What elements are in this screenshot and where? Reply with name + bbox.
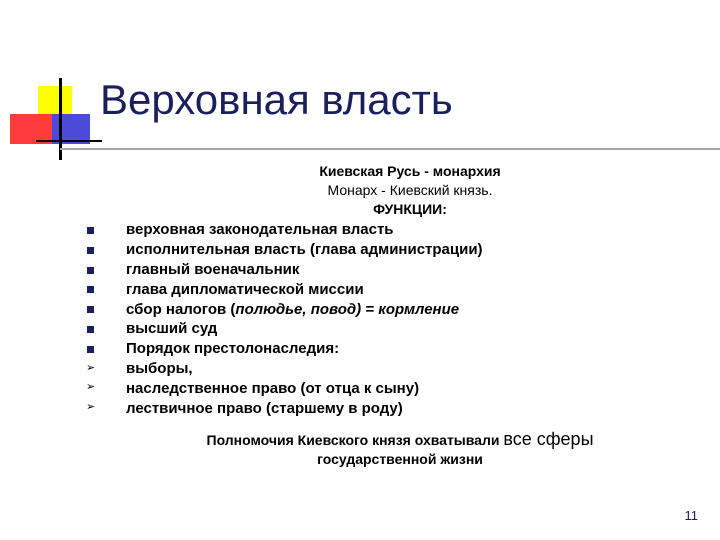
list-item [84, 260, 704, 280]
list-item-text-regular: сбор налогов ( [126, 300, 236, 318]
list-item [84, 299, 704, 319]
list-item [84, 378, 704, 398]
summary-text [130, 430, 670, 469]
list-item-text: наследственное право (от отца к сыну) [126, 379, 420, 397]
list-item [84, 279, 704, 299]
page-number: 11 [684, 508, 698, 523]
list-item [84, 220, 704, 240]
subtitle-monarch: Монарх - Киевский князь. [327, 182, 493, 198]
summary-emphasis: все сферы [503, 429, 594, 449]
square-bullet-icon [84, 339, 126, 359]
list-item [84, 339, 704, 359]
list-item-text: исполнительная власть (глава администрации) [126, 241, 483, 259]
summary-part2: государственной жизни [317, 451, 483, 467]
list-item-text: глава дипломатической миссии [126, 280, 364, 298]
list-item-text: высший суд [126, 320, 218, 338]
list-item-text: Порядок престолонаследия: [126, 340, 340, 358]
arrow-bullet-icon [84, 359, 126, 379]
list-item-text: верховная законодательная власть [126, 221, 394, 239]
arrow-bullet-icon [84, 378, 126, 398]
title-divider [60, 148, 720, 150]
square-bullet-icon [84, 240, 126, 260]
list-item [84, 359, 704, 379]
slide-title: Верховная власть [100, 76, 453, 123]
logo-yellow-square [38, 86, 72, 116]
square-bullet-icon [84, 299, 126, 319]
square-bullet-icon [84, 220, 126, 240]
list-item-text-italic: полюдье, повод) = кормление [235, 300, 460, 318]
square-bullet-icon [84, 319, 126, 339]
list-item-text: главный военачальник [126, 260, 300, 278]
logo-horizontal-line [36, 140, 102, 142]
square-bullet-icon [84, 279, 126, 299]
list-item-text [126, 301, 459, 318]
list-item-text: лествичное право (старшему в роду) [126, 399, 403, 417]
summary-part1: Полномочия Киевского князя охватывали [206, 432, 504, 448]
functions-list [84, 220, 704, 418]
decorative-logo [0, 0, 110, 170]
list-item [84, 398, 704, 418]
subtitle-functions: ФУНКЦИИ: [373, 201, 447, 217]
subtitle-monarchy: Киевская Русь - монархия [319, 163, 501, 179]
list-item [84, 319, 704, 339]
list-item [84, 240, 704, 260]
square-bullet-icon [84, 260, 126, 280]
list-item-text: выборы, [126, 359, 193, 377]
arrow-bullet-icon [84, 398, 126, 418]
